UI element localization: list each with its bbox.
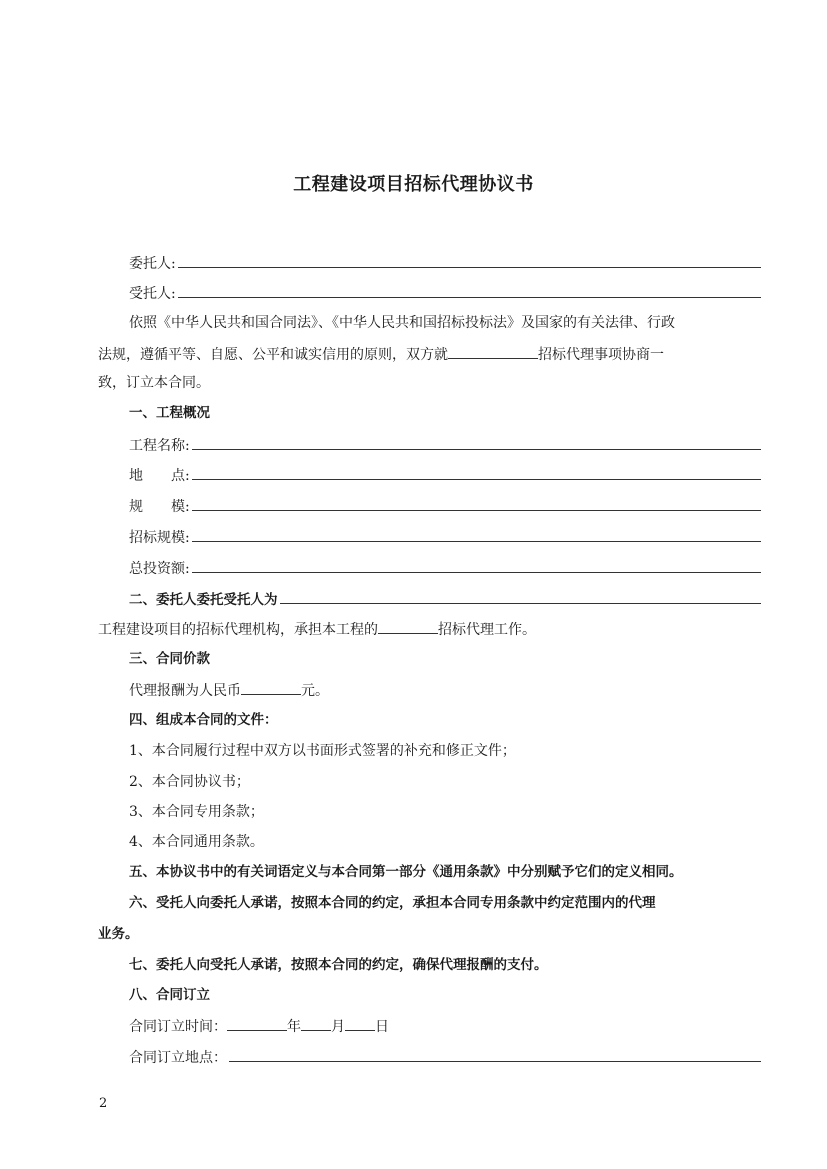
field-row-investment [98,555,761,579]
section5 [98,860,761,884]
entruster-row [98,250,761,274]
section4-item [98,800,761,824]
page-number: 2 [99,1096,108,1111]
section4-item [98,830,761,854]
section8-heading [98,983,761,1007]
intro-line-3 [98,371,730,395]
year-label: 年 [287,1019,301,1035]
sign-date-row [98,1013,761,1037]
section1-heading [98,401,761,425]
section3-heading-text: 三、合同价款 [129,651,210,667]
day-label: 日 [375,1019,389,1035]
entruster-blank[interactable] [178,250,761,268]
field-blank-name[interactable] [192,432,761,450]
section4-item [98,770,761,794]
section7-text: 七、委托人向受托人承诺，按照本合同的约定，确保代理报酬的支付。 [129,957,548,973]
year-blank[interactable] [227,1013,287,1031]
field-blank-tender-scale[interactable] [192,524,761,542]
section2-heading: 二、委托人委托受托人为 [129,592,278,608]
field-row-location [98,462,761,486]
field-label-location: 地 点: [129,468,190,484]
field-label-scale: 规 模: [129,499,190,515]
section4-item-text: 3、本合同专用条款； [129,804,264,820]
intro-line-1 [98,311,761,335]
intro-text-3: 致，订立本合同。 [98,375,210,391]
fee-text-a: 代理报酬为人民币 [129,683,241,699]
section4-item-text: 2、本合同协议书； [129,774,250,790]
section4-heading-text: 四、组成本合同的文件： [129,712,278,728]
section8-heading-text: 八、合同订立 [129,987,210,1003]
intro-line-2 [98,341,730,365]
section5-text: 五、本协议书中的有关词语定义与本合同第一部分《通用条款》中分别赋予它们的定义相同。 [129,864,683,880]
field-blank-location[interactable] [192,462,761,480]
field-row-scale [98,493,761,517]
agent-blank[interactable] [280,586,762,604]
section2-text-a: 工程建设项目的招标代理机构，承担本工程的 [98,622,378,638]
section4-item-text: 4、本合同通用条款。 [129,834,264,850]
entrusted-row [98,280,761,304]
field-label-investment: 总投资额: [129,561,190,577]
section4-item-text: 1、本合同履行过程中双方以书面形式签署的补充和修正文件； [129,743,516,759]
entrusted-blank[interactable] [178,280,761,298]
field-row-name [98,432,761,456]
section2-line-2 [98,616,730,640]
fee-blank[interactable] [241,677,301,695]
field-blank-scale[interactable] [192,493,761,511]
field-row-tender-scale [98,524,761,548]
project-blank[interactable] [448,341,538,359]
field-label-tender-scale: 招标规模: [129,530,190,546]
section6-line-2 [98,922,730,946]
fee-text-b: 元。 [301,683,329,699]
section4-item [98,739,761,763]
month-blank[interactable] [301,1013,331,1031]
section6-text-2: 业务。 [98,926,139,942]
section1-heading-text: 一、工程概况 [129,405,210,421]
intro-text-1: 依照《中华人民共和国合同法》、《中华人民共和国招标投标法》及国家的有关法律、行政 [129,315,675,331]
field-label-name: 工程名称: [129,438,190,454]
intro-text-2b: 招标代理事项协商一 [538,347,664,363]
sign-place-label: 合同订立地点： [129,1050,227,1066]
section3-line [98,677,761,701]
month-label: 月 [331,1019,345,1035]
section3-heading [98,647,761,671]
section2-text-b: 招标代理工作。 [438,622,536,638]
section7 [98,953,761,977]
sign-place-row [98,1044,761,1068]
section4-heading [98,708,761,732]
section6-line-1 [98,891,761,915]
sign-place-blank[interactable] [229,1044,761,1062]
section6-text-1: 六、受托人向委托人承诺，按照本合同的约定，承担本合同专用条款中约定范围内的代理 [129,895,656,911]
sign-date-label: 合同订立时间： [129,1019,227,1035]
entrusted-label: 受托人: [129,286,176,302]
scope-blank[interactable] [378,616,438,634]
section2-line-1 [98,586,761,610]
day-blank[interactable] [345,1013,375,1031]
entruster-label: 委托人: [129,256,176,272]
field-blank-investment[interactable] [192,555,761,573]
intro-text-2a: 法规，遵循平等、自愿、公平和诚实信用的原则，双方就 [98,347,448,363]
document-title: 工程建设项目招标代理协议书 [293,174,534,195]
